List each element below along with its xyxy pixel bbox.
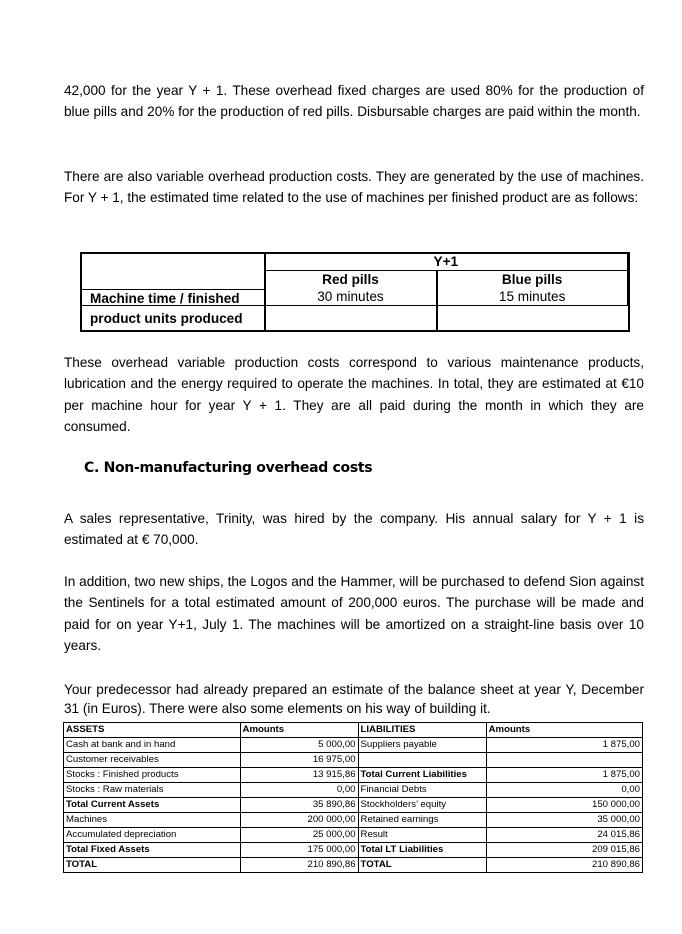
- red-pills-cell: [264, 271, 437, 306]
- asset-amount: 25 000,00: [240, 828, 358, 843]
- liability-amount: [486, 753, 642, 768]
- liabilities-amounts-header: Amounts: [486, 723, 642, 738]
- asset-label: Accumulated depreciation: [64, 828, 241, 843]
- paragraph-balance-sheet-intro: Your predecessor had already prepared an estimate of the balance sheet at year Y, December 31 (in Euros). There were also some elements on his way of building it.: [64, 682, 644, 716]
- liability-amount: 0,00: [486, 783, 642, 798]
- balance-sheet-table: [63, 722, 643, 873]
- asset-amount: 175 000,00: [240, 843, 358, 858]
- liability-label: Retained earnings: [358, 813, 486, 828]
- table-row: [64, 843, 643, 858]
- paragraph-fixed-overhead: 42,000 for the year Y + 1. These overhead fixed charges are used 80% for the production of blue pills and 20% for the production of red pills. Disbursable charges are paid within the month.: [64, 83, 644, 120]
- liability-amount: 35 000,00: [486, 813, 642, 828]
- liability-amount: 150 000,00: [486, 798, 642, 813]
- table-hline-1: [264, 270, 628, 271]
- table-row: [64, 813, 643, 828]
- liability-label: Total Current Liabilities: [358, 768, 486, 783]
- table-row: [64, 783, 643, 798]
- liability-label: [358, 753, 486, 768]
- asset-label: Customer receivables: [64, 753, 241, 768]
- asset-label: Stocks : Raw materials: [64, 783, 241, 798]
- paragraph-variable-overhead: There are also variable overhead production costs. They are generated by the use of machines. For Y + 1, the estimated time related to the use of machines per finished product are as follows:: [64, 169, 644, 206]
- red-pills-value: 30 minutes: [317, 289, 384, 304]
- liability-amount: 1 875,00: [486, 738, 642, 753]
- table-row: [64, 768, 643, 783]
- asset-label: Total Fixed Assets: [64, 843, 241, 858]
- paragraph-sales-representative: A sales representative, Trinity, was hired by the company. His annual salary for Y + 1 is estimated at € 70,000.: [64, 511, 644, 548]
- asset-amount: 16 975,00: [240, 753, 358, 768]
- liability-label: TOTAL: [358, 858, 486, 873]
- asset-amount: 200 000,00: [240, 813, 358, 828]
- asset-amount: 35 890,86: [240, 798, 358, 813]
- liability-amount: 1 875,00: [486, 768, 642, 783]
- asset-label: Total Current Assets: [64, 798, 241, 813]
- liability-label: Suppliers payable: [358, 738, 486, 753]
- table-divider-2: [436, 270, 438, 330]
- asset-amount: 210 890,86: [240, 858, 358, 873]
- red-pills-header: Red pills: [322, 272, 379, 287]
- asset-amount: 13 915,86: [240, 768, 358, 783]
- machine-time-row-label: Machine time / finished product units produced: [90, 291, 243, 326]
- liability-label: Financial Debts: [358, 783, 486, 798]
- table-row: [64, 828, 643, 843]
- liability-label: Result: [358, 828, 486, 843]
- blue-pills-header: Blue pills: [501, 272, 563, 287]
- liabilities-header: LIABILITIES: [358, 723, 486, 738]
- paragraph-new-ships: In addition, two new ships, the Logos and the Hammer, will be purchased to defend Sion against the Sentinels for a total estimated amount of 200,000 euros. The purchase will be made and paid for on year Y+1, July 1. The machines will be amortized on a straight-line basis over 10 years.: [64, 574, 644, 653]
- assets-header: ASSETS: [64, 723, 241, 738]
- asset-label: Machines: [64, 813, 241, 828]
- blue-pills-cell: [437, 271, 628, 306]
- asset-amount: 5 000,00: [240, 738, 358, 753]
- table-row: [64, 753, 643, 768]
- asset-amount: 0,00: [240, 783, 358, 798]
- liability-amount: 24 015,86: [486, 828, 642, 843]
- blue-pills-value: 15 minutes: [498, 289, 566, 304]
- assets-amounts-header: Amounts: [240, 723, 358, 738]
- liability-amount: 210 890,86: [486, 858, 642, 873]
- paragraph-maintenance-costs: These overhead variable production costs correspond to various maintenance products, lubrication and the energy required to operate the machines. In total, they are estimated at €10 per machine hour for year Y + 1. They are all paid during the month in which they are consumed.: [64, 355, 644, 434]
- liability-label: Stockholders’ equity: [358, 798, 486, 813]
- table-row: [64, 858, 643, 873]
- asset-label: Cash at bank and in hand: [64, 738, 241, 753]
- liability-label: Total LT Liabilities: [358, 843, 486, 858]
- section-heading: C. Non-manufacturing overhead costs: [84, 460, 373, 476]
- table-row: [64, 738, 643, 753]
- table-corner-cell: [81, 253, 265, 271]
- asset-label: TOTAL: [64, 858, 241, 873]
- table-divider-1: [264, 252, 266, 330]
- table-row: [64, 798, 643, 813]
- table-hline-2: [80, 289, 264, 290]
- asset-label: Stocks : Finished products: [64, 768, 241, 783]
- table-year-header: Y+1: [264, 253, 627, 271]
- liability-amount: 209 015,86: [486, 843, 642, 858]
